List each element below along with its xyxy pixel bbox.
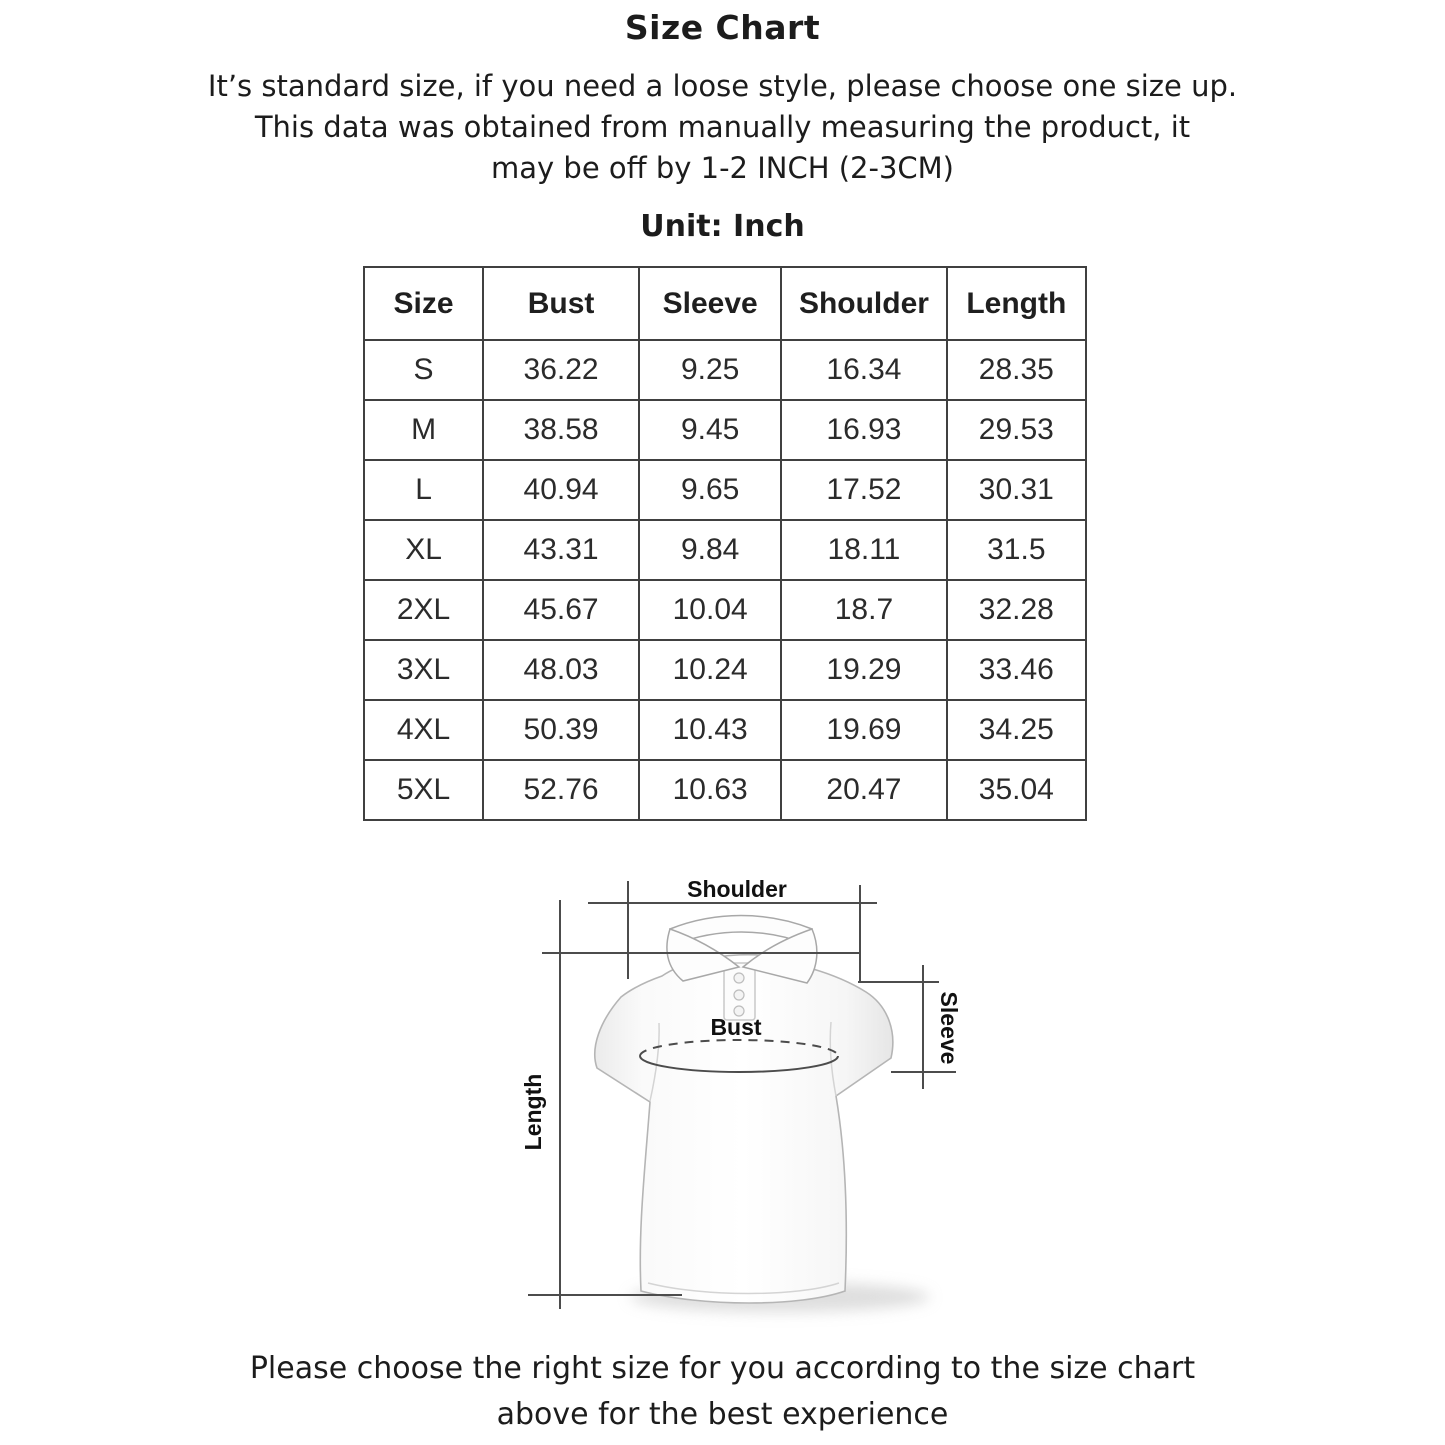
measurement-cell: 19.29 bbox=[781, 640, 946, 700]
size-cell: 3XL bbox=[364, 640, 483, 700]
table-header-row bbox=[364, 267, 1086, 340]
measurement-cell: 48.03 bbox=[483, 640, 639, 700]
footer-note-line: Please choose the right size for you according to the size chart bbox=[249, 1351, 1196, 1386]
measurement-cell: 10.63 bbox=[639, 760, 781, 820]
measurement-cell: 28.35 bbox=[947, 340, 1086, 400]
measurement-cell: 29.53 bbox=[947, 400, 1086, 460]
measurement-cell: 10.43 bbox=[639, 700, 781, 760]
measurement-cell: 10.04 bbox=[639, 580, 781, 640]
size-note-line: This data was obtained from manually measuring the product, it bbox=[254, 110, 1191, 144]
measurement-cell: 38.58 bbox=[483, 400, 639, 460]
size-note bbox=[0, 66, 1445, 189]
polo-shirt-illustration bbox=[595, 916, 930, 1313]
measurement-cell: 10.24 bbox=[639, 640, 781, 700]
measurement-cell: 20.47 bbox=[781, 760, 946, 820]
column-header-size: Size bbox=[364, 267, 483, 340]
size-cell: M bbox=[364, 400, 483, 460]
column-header-bust: Bust bbox=[483, 267, 639, 340]
measurement-cell: 9.65 bbox=[639, 460, 781, 520]
size-table-container bbox=[363, 266, 1087, 821]
measurement-cell: 52.76 bbox=[483, 760, 639, 820]
footer-note bbox=[0, 1346, 1445, 1438]
column-header-sleeve: Sleeve bbox=[639, 267, 781, 340]
measurement-cell: 32.28 bbox=[947, 580, 1086, 640]
size-cell: 2XL bbox=[364, 580, 483, 640]
measurement-cell: 18.7 bbox=[781, 580, 946, 640]
table-row bbox=[364, 640, 1086, 700]
measurement-cell: 16.93 bbox=[781, 400, 946, 460]
table-row bbox=[364, 700, 1086, 760]
bust-label: Bust bbox=[710, 1014, 762, 1040]
measurement-cell: 40.94 bbox=[483, 460, 639, 520]
size-table bbox=[363, 266, 1087, 821]
measurement-cell: 30.31 bbox=[947, 460, 1086, 520]
size-cell: L bbox=[364, 460, 483, 520]
shirt-diagram bbox=[480, 858, 1025, 1330]
column-header-length: Length bbox=[947, 267, 1086, 340]
table-row bbox=[364, 580, 1086, 640]
size-cell: S bbox=[364, 340, 483, 400]
page-title: Size Chart bbox=[624, 8, 821, 47]
size-cell: 4XL bbox=[364, 700, 483, 760]
size-table-body bbox=[364, 340, 1086, 820]
measurement-cell: 9.25 bbox=[639, 340, 781, 400]
measurement-cell: 18.11 bbox=[781, 520, 946, 580]
table-row bbox=[364, 520, 1086, 580]
column-header-shoulder: Shoulder bbox=[781, 267, 946, 340]
size-note-line: may be off by 1-2 INCH (2-3CM) bbox=[491, 151, 954, 185]
shoulder-label: Shoulder bbox=[687, 876, 787, 902]
measurement-cell: 35.04 bbox=[947, 760, 1086, 820]
size-note-line: It’s standard size, if you need a loose style, please choose one size up. bbox=[207, 69, 1238, 103]
unit-label: Unit: Inch bbox=[640, 209, 805, 244]
measurement-cell: 16.34 bbox=[781, 340, 946, 400]
table-row bbox=[364, 400, 1086, 460]
size-cell: 5XL bbox=[364, 760, 483, 820]
table-row bbox=[364, 460, 1086, 520]
table-row bbox=[364, 760, 1086, 820]
measurement-cell: 31.5 bbox=[947, 520, 1086, 580]
measurement-cell: 43.31 bbox=[483, 520, 639, 580]
measurement-cell: 45.67 bbox=[483, 580, 639, 640]
measurement-cell: 50.39 bbox=[483, 700, 639, 760]
button bbox=[734, 990, 744, 1000]
size-cell: XL bbox=[364, 520, 483, 580]
measurement-cell: 36.22 bbox=[483, 340, 639, 400]
measurement-cell: 9.84 bbox=[639, 520, 781, 580]
footer-note-line: above for the best experience bbox=[496, 1397, 949, 1432]
measurement-cell: 34.25 bbox=[947, 700, 1086, 760]
sleeve-label: Sleeve bbox=[936, 991, 962, 1065]
length-label: Length bbox=[520, 1073, 546, 1151]
measurement-cell: 19.69 bbox=[781, 700, 946, 760]
button bbox=[734, 973, 744, 983]
table-row bbox=[364, 340, 1086, 400]
measurement-cell: 9.45 bbox=[639, 400, 781, 460]
measurement-cell: 33.46 bbox=[947, 640, 1086, 700]
measurement-cell: 17.52 bbox=[781, 460, 946, 520]
